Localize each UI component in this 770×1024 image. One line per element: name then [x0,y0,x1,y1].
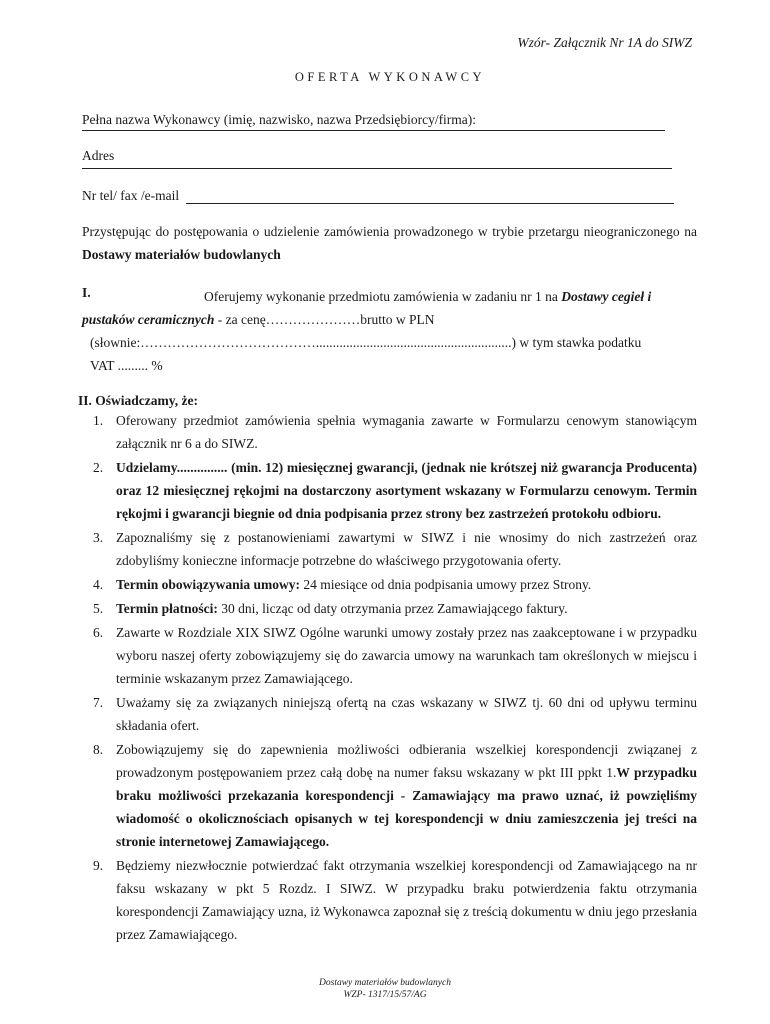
declarations-title: II. Oświadczamy, że: [78,393,198,408]
intro-text: Przystępując do postępowania o udzielenie zamówienia prowadzonego w trybie przetargu nieograniczonego na [82,224,697,239]
contact-label [82,188,682,204]
contact-line [186,203,674,204]
address-line [82,168,672,169]
contact-label-text: Nr tel/ fax /e-mail [82,188,180,203]
list-item: 5. Termin płatności: 30 dni, licząc od daty otrzymania przez Zamawiającego faktury. [93,601,568,616]
full-name-line [82,130,665,131]
list-item: 7. Uważamy się za związanych niniejszą ofertą na czas wskazany w SIWZ tj. 60 dni od upływu terminu składania ofert. [93,695,697,733]
intro-bold: Dostawy materiałów budowlanych [82,247,281,262]
intro-paragraph [82,220,697,266]
offer-text-b: - za cenę…………………brutto w PLN [214,312,435,327]
page-footer [0,977,770,1001]
list-item: 1. Oferowany przedmiot zamówienia spełnia wymagania zawarte w Formularzu cenowym stanowiącym załącznik nr 6 a do SIWZ. [93,413,697,451]
offer-product: Dostawy cegieł i pustaków ceramicznych [82,289,652,327]
section-offer-text [82,285,697,331]
list-item: 9. Będziemy niezwłocznie potwierdzać fakt otrzymania wszelkiej korespondencji od Zamawiającego na nr faksu wskazany w pkt 5 Rozdz. I SIWZ. W przypadku braku potwierdzenia faktu otrzymania korespondencji Zamawiający uzna, iż Wykonawca zapoznał się z treścią dokumentu w dniu jego przesłania przez Zamawiającego. [93,858,697,942]
offer-vat-line: VAT ......... % [90,358,163,373]
footer-line-2: WZP- 1317/15/57/AG [343,990,427,1000]
offer-words-line: (słownie:…………………………………..........................................................) w tym stawka podatku [90,335,642,350]
full-name-label: Pełna nazwa Wykonawcy (imię, nazwisko, nazwa Przedsiębiorcy/firma): [82,112,477,127]
list-item: 8. Zobowiązujemy się do zapewnienia możliwości odbierania wszelkiej korespondencji związanej z prowadzonym postępowaniem przez całą dobę na numer faksu wskazany w pkt III ppkt 1.W przypadku braku możliwości przekazania korespondencji - Zamawiający ma prawo uznać, iż powzięliśmy wiadomość o okolicznościach opisanych w tej korespondencji w dniu zamieszczenia jej treści na stronie internetowej Zamawiającego. [93,742,697,849]
attachment-note: Wzór- Załącznik Nr 1A do SIWZ [517,35,692,50]
list-item: 6. Zawarte w Rozdziale XIX SIWZ Ogólne warunki umowy zostały przez nas zaakceptowane i w przypadku wyboru naszej oferty zobowiązujemy się do zawarcia umowy na warunkach tam określonych w miejscu i terminie wskazanym przez Zamawiającego. [93,625,697,686]
list-item: 4. Termin obowiązywania umowy: 24 miesiące od dnia podpisania umowy przez Strony. [93,577,592,592]
declarations-section [78,393,697,947]
section-offer-label: I. [82,285,91,300]
offer-text-a: Oferujemy wykonanie przedmiotu zamówienia w zadaniu nr 1 na [204,289,562,304]
page-title: OFERTA WYKONAWCY [294,70,486,84]
footer-line-1: Dostawy materiałów budowlanych [319,978,451,988]
list-item: 3. Zapoznaliśmy się z postanowieniami zawartymi w SIWZ i nie wnosimy do nich zastrzeżeń oraz zdobyliśmy konieczne informacje potrzebne do właściwego przygotowania oferty. [93,530,697,568]
list-item: 2. Udzielamy............... (min. 12) miesięcznej gwarancji, (jednak nie krótszej niż gwarancja Producenta) oraz 12 miesięcznej rękojmi na dostarczony asortyment wskazany w Formularzu cenowym. Termin rękojmi i gwarancji biegnie od dnia podpisania przez strony bez zastrzeżeń protokołu odbioru. [93,460,697,521]
address-label: Adres [82,148,115,163]
